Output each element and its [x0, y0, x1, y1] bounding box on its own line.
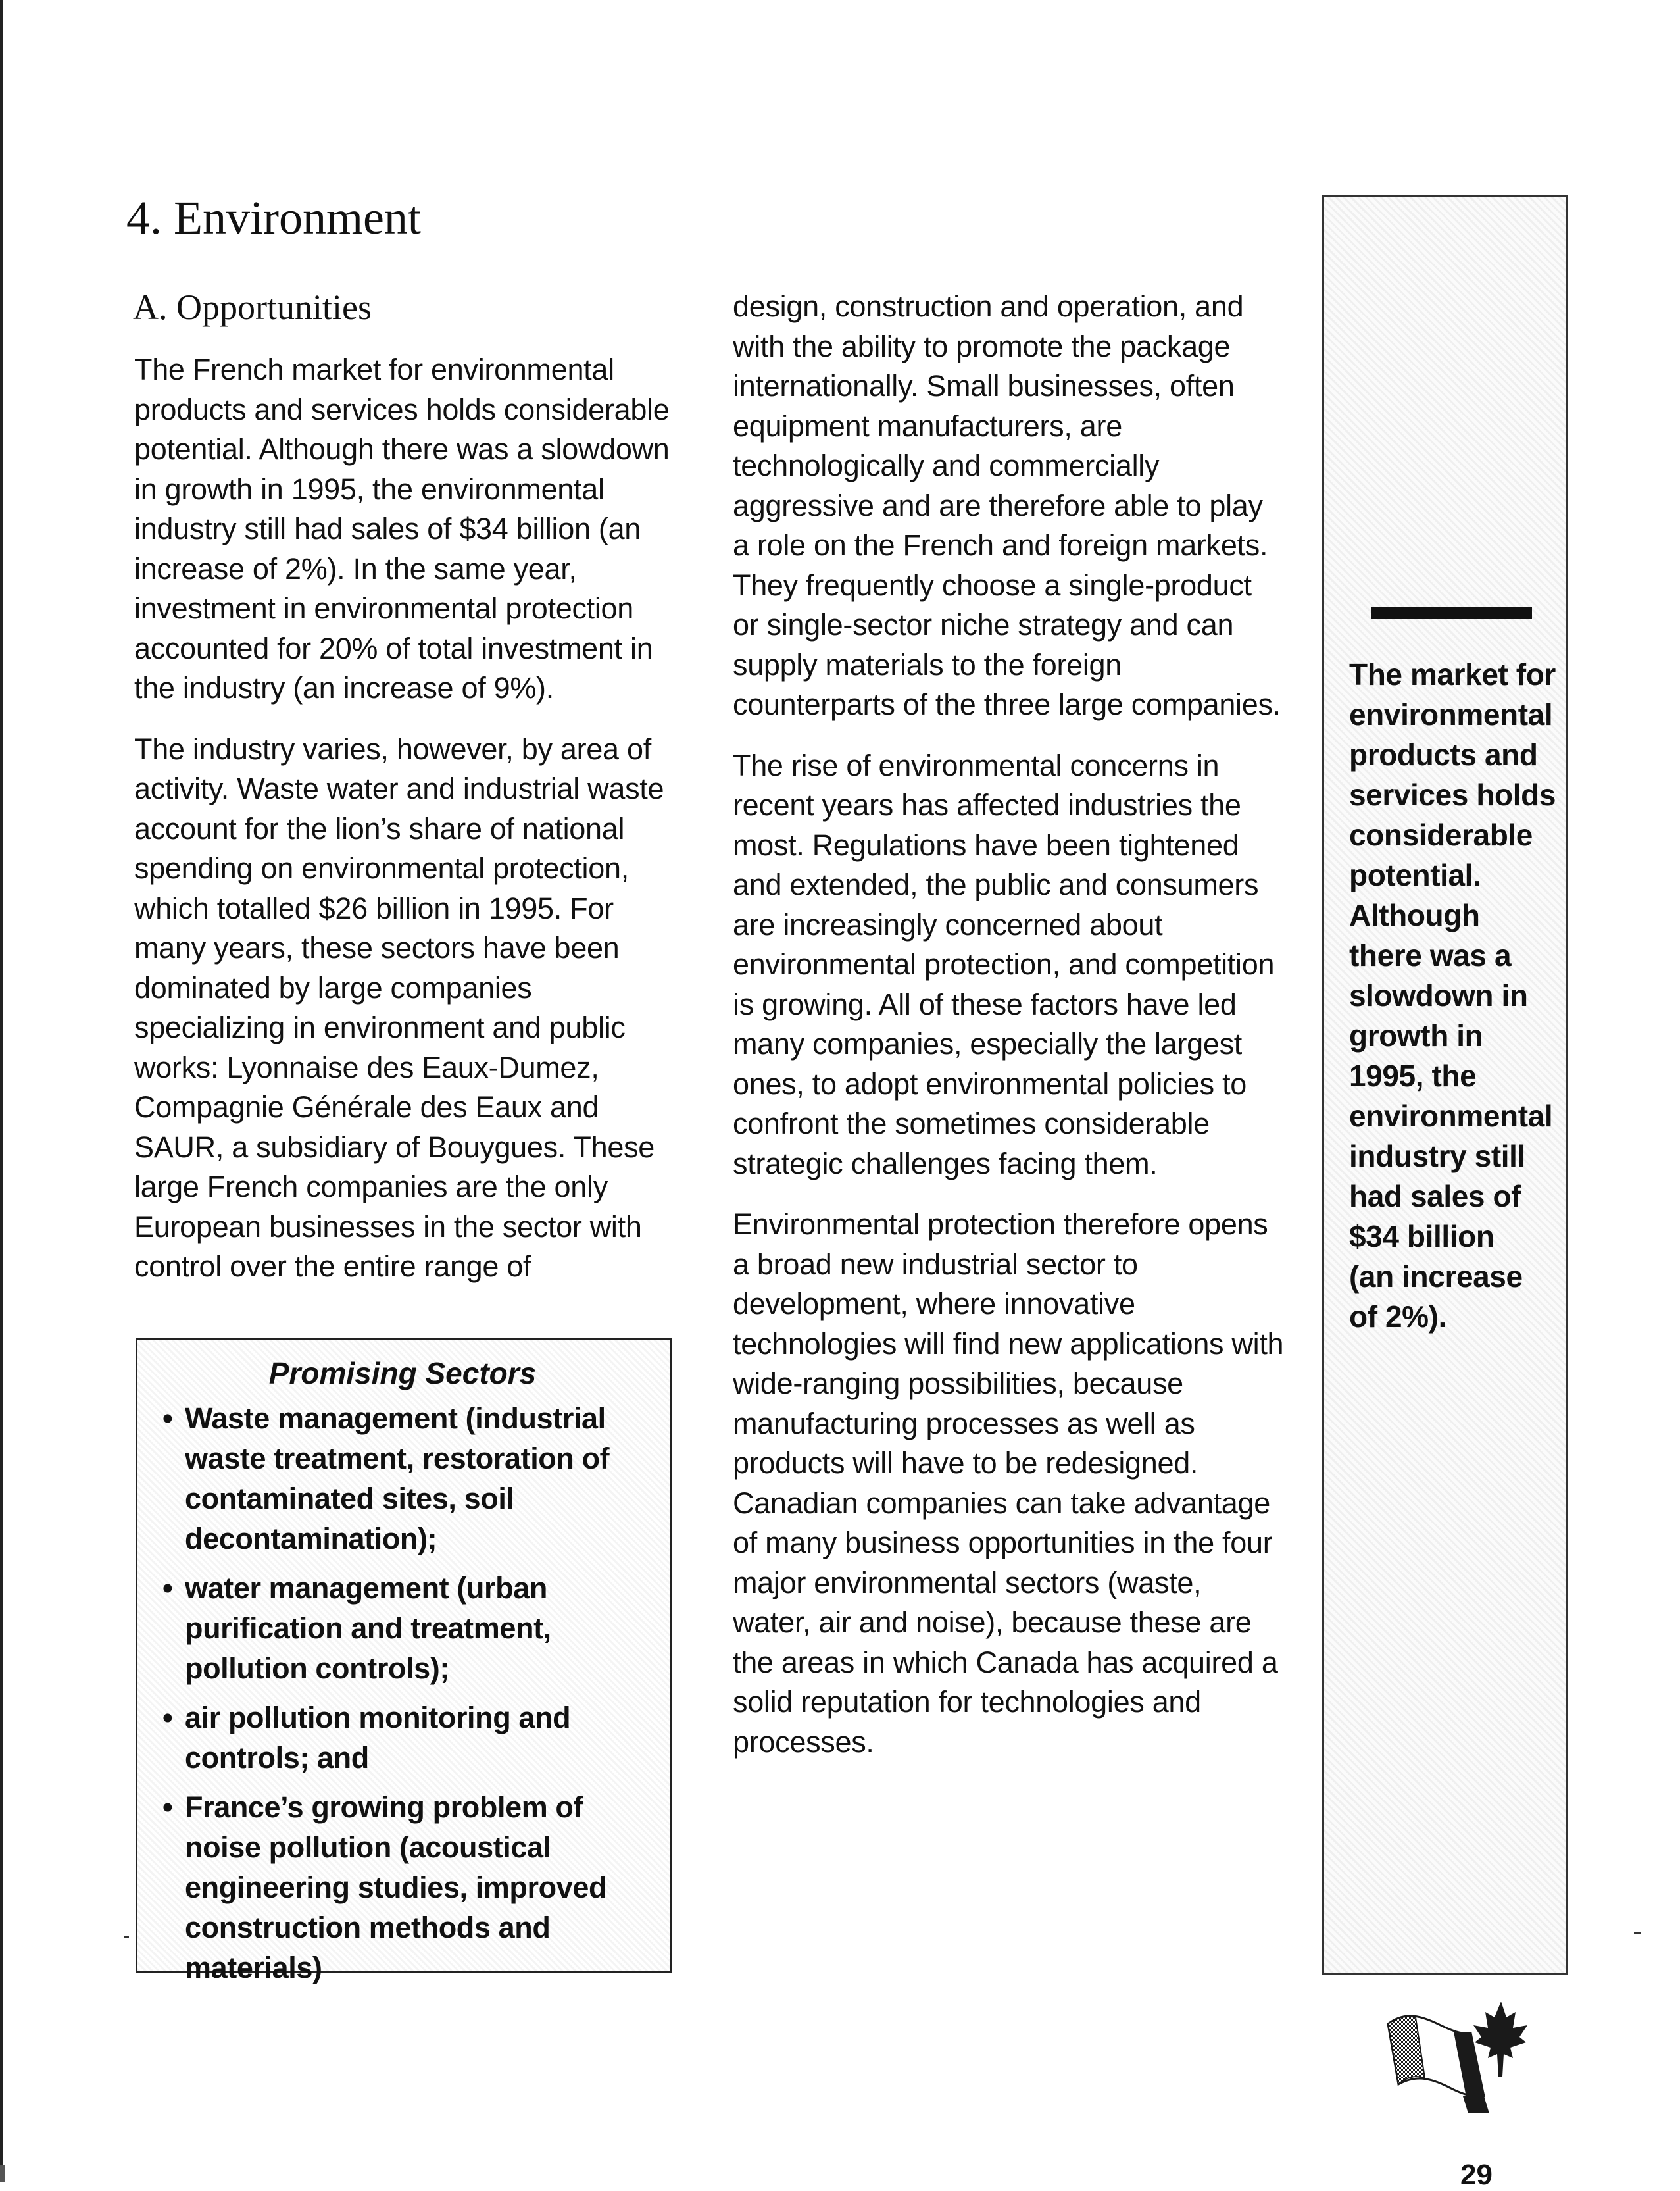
pullquote-line: Although [1349, 898, 1480, 932]
pullquote-line: of 2%). [1349, 1299, 1446, 1334]
page-left-edge [0, 0, 3, 2182]
list-item-text: air pollution monitoring and controls; and [185, 1701, 571, 1775]
promising-sectors-box [136, 1338, 672, 1984]
pullquote-line: slowdown in [1349, 978, 1528, 1013]
pullquote-rule [1371, 607, 1532, 619]
pullquote-line: industry still [1349, 1139, 1525, 1173]
pullquote-line: potential. [1349, 858, 1481, 892]
paragraph: design, construction and operation, and with the ability to promote the package internationally. Small businesses, often equipment manufacturers, are technologically and commercially aggressive and are therefore able to play a role on the French and foreign markets. They frequently choose a single-product or single-sector niche strategy and can supply materials to the foreign counterparts of the three large companies. [733, 290, 1281, 721]
pullquote-line: had sales of [1349, 1179, 1521, 1213]
section-title: 4. Environment [126, 191, 421, 244]
pullquote-line: growth in [1349, 1019, 1483, 1053]
scan-mark [1634, 1932, 1641, 1934]
list-item-text: Waste management (industrial waste treatment, restoration of contaminated sites, soil decontamination); [185, 1401, 610, 1555]
pullquote-sidebar [1322, 195, 1568, 1975]
paragraph: Environmental protection therefore opens a broad new industrial sector to development, where innovative technologies will find new applications with wide-ranging possibilities, because manufacturing processes as well as products will have to be redesigned. Canadian companies can take advantage of many business opportunities in the four major environmental sectors (waste, water, air and noise), because these are the areas in which Canada has acquired a solid reputation for technologies and processes. [733, 1207, 1284, 1759]
canada-france-flags-icon [1385, 1998, 1530, 2116]
paragraph: The French market for environmental products and services holds considerable potential. Although there was a slowdown in growth in 1995, the environmental industry still had sales of $34 billion (an increase of 2%). In the same year, investment in environmental protection accounted for 20% of total investment in the industry (an increase of 9%). [134, 353, 670, 705]
promising-sectors-list [161, 1398, 657, 1988]
list-item-text: France’s growing problem of noise pollution (acoustical engineering studies, improved construction methods and materials) [185, 1790, 607, 1984]
pullquote-line: environmental [1349, 1099, 1553, 1133]
list-item [161, 1787, 657, 1988]
text-column-2 [733, 287, 1285, 1762]
bullet-icon: • [162, 1701, 173, 1734]
paragraph: The industry varies, however, by area of activity. Waste water and industrial waste account for the lion’s share of national spending on environmental protection, which totalled $26 billion in 1995. For many years, these sectors have been dominated by large companies specializing in environment and public works: Lyonnaise des Eaux-Dumez, Compagnie Générale des Eaux and SAUR, a subsidiary of Bouygues. These large French companies are the only European businesses in the sector with control over the entire range of [134, 732, 664, 1283]
pullquote-line: 1995, the [1349, 1059, 1477, 1093]
page-corner-mark [0, 2165, 5, 2182]
bullet-icon: • [162, 1790, 173, 1824]
list-item [161, 1698, 657, 1778]
scan-mark [124, 1936, 129, 1938]
pullquote-line: (an increase [1349, 1259, 1523, 1294]
list-item [161, 1568, 657, 1688]
pullquote-line: services holds [1349, 778, 1556, 812]
bullet-icon: • [162, 1571, 173, 1605]
pullquote-line: $34 billion [1349, 1219, 1495, 1253]
pullquote-line: products and [1349, 738, 1538, 772]
page-number: 29 [1460, 2159, 1493, 2191]
pullquote-text [1349, 655, 1560, 1337]
list-item [161, 1398, 657, 1559]
text-column-1 [134, 350, 680, 1287]
list-item-text: water management (urban purification and treatment, pollution controls); [185, 1571, 551, 1685]
pullquote-line: environmental [1349, 697, 1553, 732]
paragraph: The rise of environmental concerns in recent years has affected industries the most. Regulations have been tightened and extended, the public and consumers are increasingly concerned about environmental protection, and competition is growing. All of these factors have led many companies, especially the largest ones, to adopt environmental policies to confront the sometimes considerable strategic challenges facing them. [733, 748, 1275, 1180]
pullquote-line: there was a [1349, 938, 1512, 972]
pullquote-line: considerable [1349, 818, 1533, 852]
promising-sectors-title: Promising Sectors [268, 1356, 537, 1390]
bullet-icon: • [162, 1401, 173, 1435]
subsection-title: A. Opportunities [133, 288, 372, 327]
pullquote-line: The market for [1349, 657, 1556, 692]
flags-logo-svg [1385, 1998, 1530, 2116]
